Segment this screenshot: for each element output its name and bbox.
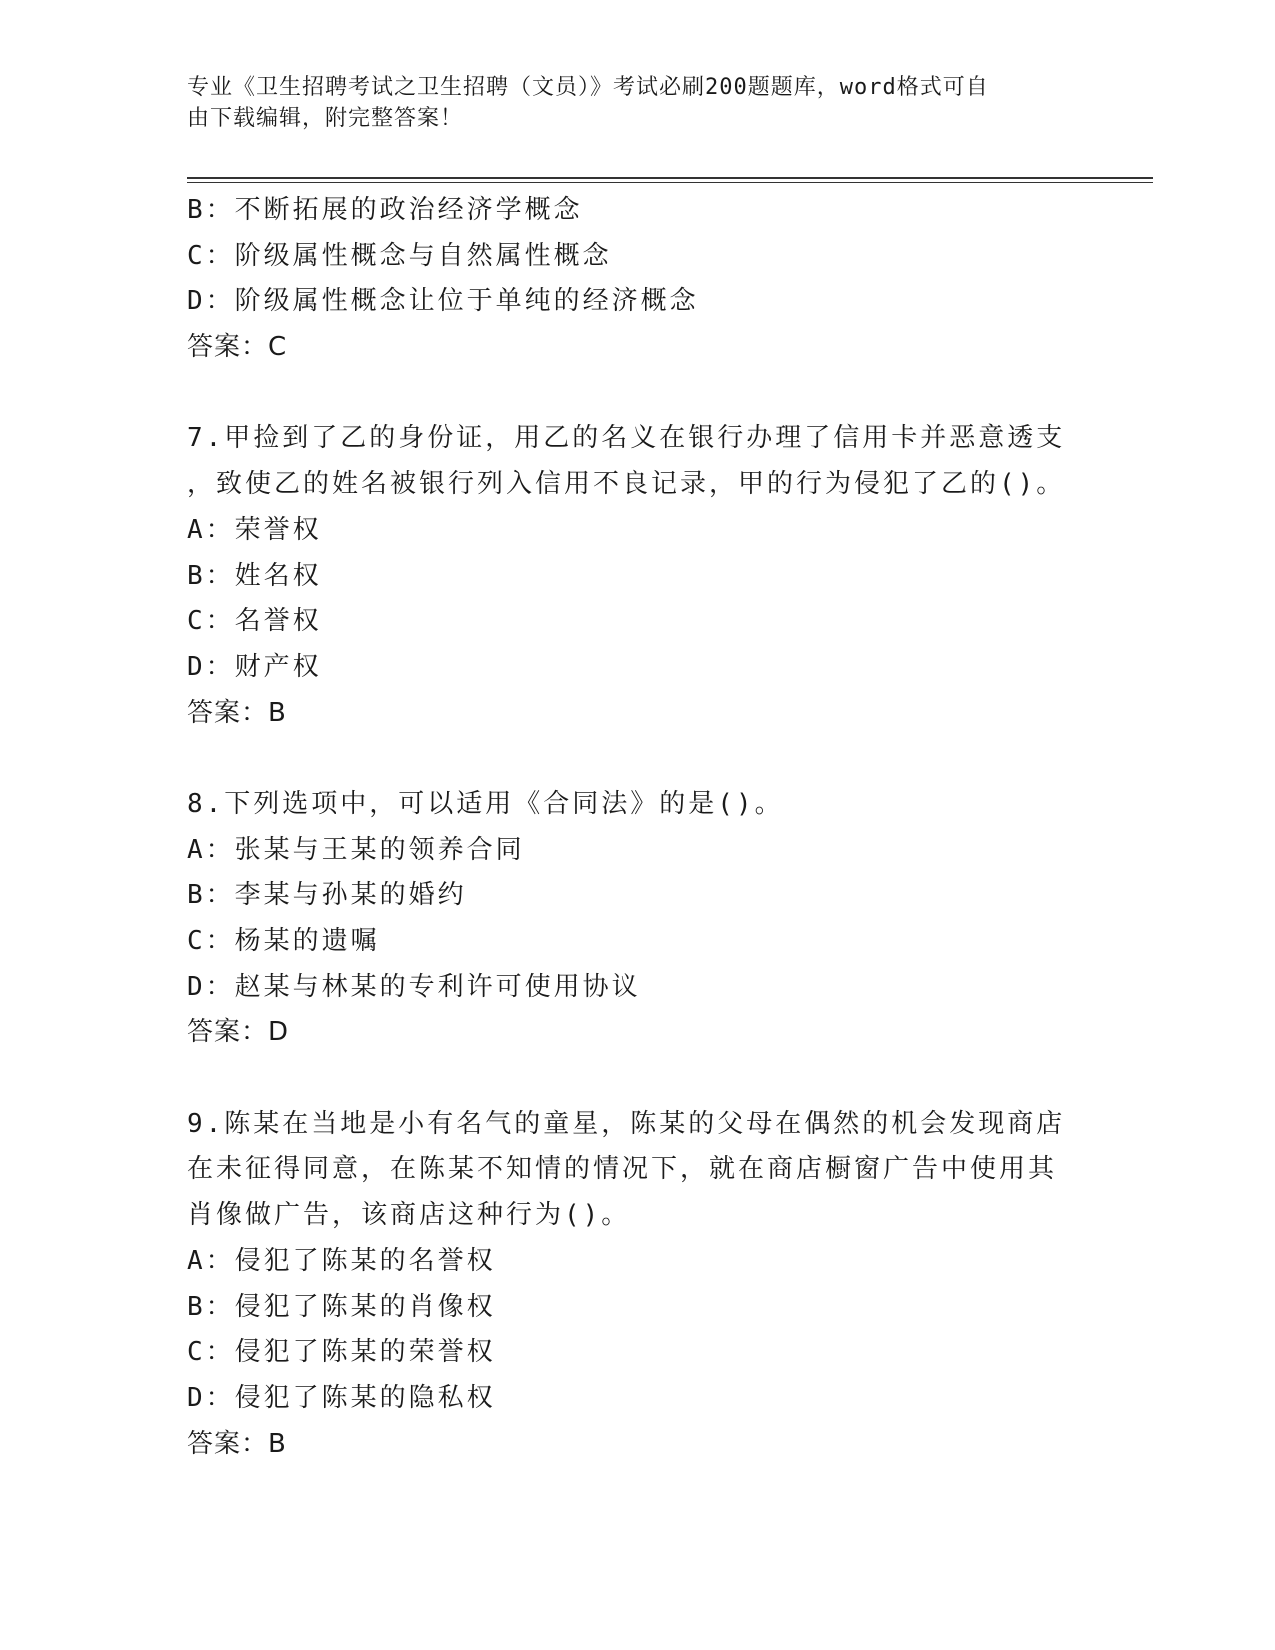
answer: 答案：B	[187, 697, 287, 728]
question-8	[187, 782, 1087, 1056]
question-stem: ，致使乙的姓名被银行列入信用不良记录，甲的行为侵犯了乙的()。	[187, 469, 1066, 500]
option-d: D：阶级属性概念让位于单纯的经济概念	[187, 286, 699, 317]
option-b: B：侵犯了陈某的肖像权	[187, 1291, 496, 1322]
option-b: B：李某与孙某的婚约	[187, 880, 467, 911]
answer: 答案：B	[187, 1428, 287, 1459]
question-list	[187, 188, 1087, 1467]
spacer	[187, 736, 1087, 782]
option-a: A：张某与王某的领养合同	[187, 834, 525, 865]
option-a: A：侵犯了陈某的名誉权	[187, 1245, 496, 1276]
header-divider-thick	[187, 177, 1153, 179]
option-c: C：侵犯了陈某的荣誉权	[187, 1337, 496, 1368]
question-6-tail	[187, 188, 1087, 371]
option-d: D：侵犯了陈某的隐私权	[187, 1382, 496, 1413]
option-d: D：财产权	[187, 651, 322, 682]
option-b: B：姓名权	[187, 560, 322, 591]
option-c: C：阶级属性概念与自然属性概念	[187, 240, 612, 271]
answer: 答案：D	[187, 1017, 290, 1048]
option-b: B：不断拓展的政治经济学概念	[187, 195, 583, 225]
question-stem: 肖像做广告，该商店这种行为()。	[187, 1200, 631, 1231]
option-d: D：赵某与林某的专利许可使用协议	[187, 971, 641, 1002]
header-divider-thin	[187, 182, 1153, 183]
question-7	[187, 416, 1087, 736]
spacer	[187, 1056, 1087, 1102]
question-stem: 在未征得同意，在陈某不知情的情况下，就在商店橱窗广告中使用其	[187, 1154, 1058, 1185]
question-stem: 7.甲捡到了乙的身份证，用乙的名义在银行办理了信用卡并恶意透支	[187, 423, 1066, 454]
option-c: C：杨某的遗嘱	[187, 926, 380, 956]
document-header	[187, 72, 1067, 134]
option-c: C：名誉权	[187, 606, 322, 637]
spacer	[187, 371, 1087, 417]
question-stem: 9.陈某在当地是小有名气的童星，陈某的父母在偶然的机会发现商店	[187, 1108, 1066, 1139]
question-stem: 8.下列选项中，可以适用《合同法》的是()。	[187, 788, 784, 819]
header-line-2: 由下载编辑，附完整答案！	[187, 106, 464, 131]
option-a: A：荣誉权	[187, 514, 322, 545]
header-line-1: 专业《卫生招聘考试之卫生招聘（文员）》考试必刷200题题库，word格式可自	[187, 75, 989, 100]
answer: 答案：C	[187, 332, 288, 363]
question-9	[187, 1102, 1087, 1468]
